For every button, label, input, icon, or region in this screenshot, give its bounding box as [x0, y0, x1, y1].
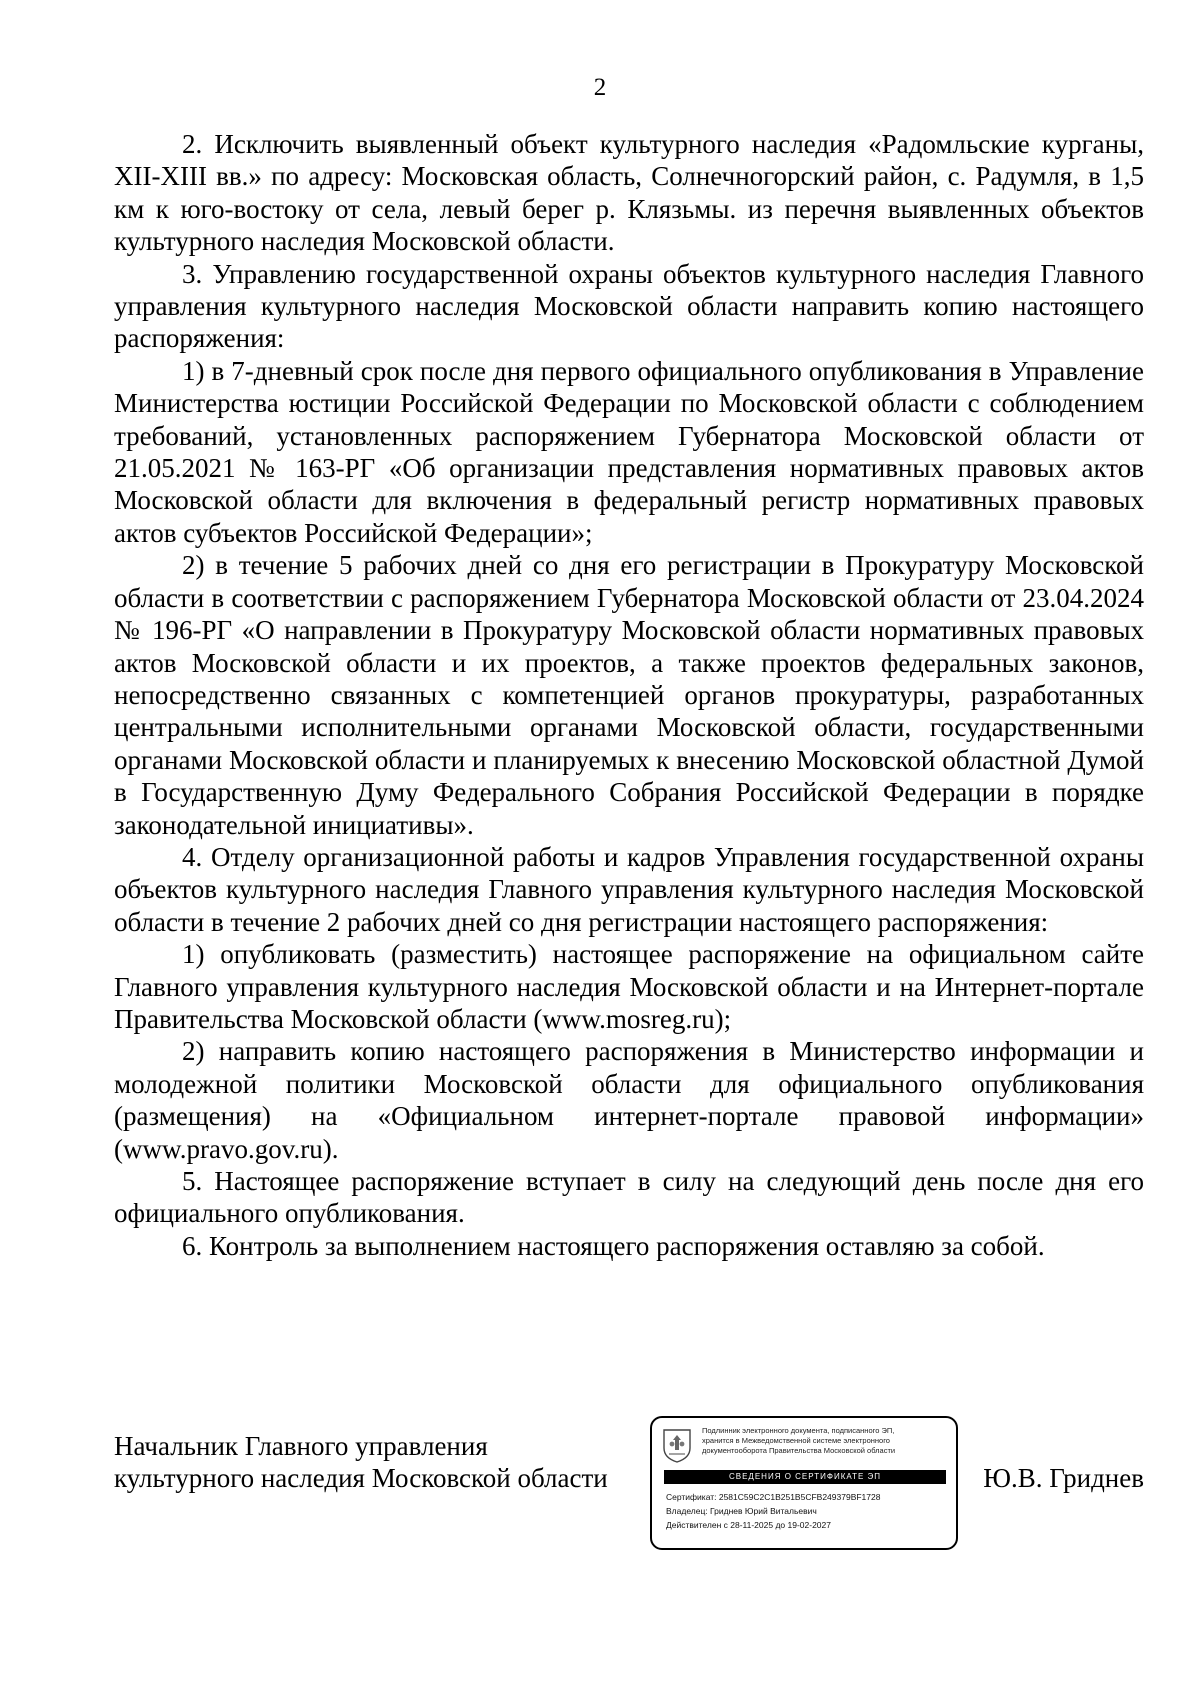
signatory-title-line-1: Начальник Главного управления	[114, 1431, 488, 1461]
paragraph-item-3: 3. Управлению государственной охраны объектов культурного наследия Главного управления культурного наследия Московской области направить копию настоящего распоряжения:	[114, 258, 1144, 354]
paragraph-item-3-2: 2) в течение 5 рабочих дней со дня его регистрации в Прокуратуру Московской области в соответствии с распоряжением Губернатора Московской области от 23.04.2024 № 196-РГ «О направлении в Прокуратуру Московской области нормативных правовых актов Московской области и их проектов, а также проектов федеральных законов, непосредственно связанных с компетенцией органов прокуратуры, разработанных центральными исполнительными органами Московской области, государственными органами Московской области и планируемых к внесению Московской областной Думой в Государственную Думу Федерального Собрания Российской Федерации в порядке законодательной инициативы».	[114, 550, 1144, 840]
paragraph-item-5: 5. Настоящее распоряжение вступает в силу на следующий день после дня его официального опубликования.	[114, 1166, 1144, 1229]
paragraph-item-3-1: 1) в 7-дневный срок после дня первого официального опубликования в Управление Министерства юстиции Российской Федерации по Московской области с соблюдением требований, установленных распоряжением Губернатора Московской области от 21.05.2021 № 163-РГ «Об организации представления нормативных правовых актов Московской области для включения в федеральный регистр нормативных правовых актов субъектов Российской Федерации»;	[114, 355, 1144, 548]
signature-block	[114, 1426, 1144, 1550]
paragraph-item-4: 4. Отделу организационной работы и кадров Управления государственной охраны объектов культурного наследия Главного управления культурного наследия Московской области в течение 2 рабочих дней со дня регистрации настоящего распоряжения:	[114, 841, 1144, 937]
page-number: 2	[593, 74, 607, 101]
stamp-note-line-3: документооборота Правительства Московской области	[702, 1446, 896, 1455]
stamp-note-line-2: хранится в Межведомственной системе электронного	[702, 1436, 890, 1445]
stamp-certificate-number: Сертификат: 2581C59C2C1B251B5CFB249379BF1728	[666, 1492, 881, 1502]
paragraph-item-4-1: 1) опубликовать (разместить) настоящее распоряжение на официальном сайте Главного управления культурного наследия Московской области и на Интернет-портале Правительства Московской области (www.mosreg.ru);	[114, 939, 1144, 1034]
paragraph-item-2: 2. Исключить выявленный объект культурного наследия «Радомльские курганы, XII-XIII вв.» по адресу: Московская область, Солнечногорский район, с. Радумля, в 1,5 км к юго-востоку от села, левый берег р. Клязьмы. из перечня выявленных объектов культурного наследия Московской области.	[114, 129, 1144, 257]
stamp-certificate-header: СВЕДЕНИЯ О СЕРТИФИКАТЕ ЭП	[664, 1470, 946, 1484]
document-body	[114, 128, 1144, 1262]
coat-of-arms-icon	[662, 1428, 692, 1464]
stamp-certificate-details	[666, 1490, 946, 1532]
stamp-certificate-validity: Действителен с 28-11-2025 до 19-02-2027	[666, 1520, 831, 1530]
paragraph-item-4-2: 2) направить копию настоящего распоряжения в Министерство информации и молодежной политики Московской области для официального опубликования (размещения) на «Официальном интернет-портале правовой информации» (www.pravo.gov.ru).	[114, 1036, 1144, 1164]
signatory-name: Ю.В. Гриднев	[983, 1463, 1144, 1493]
signatory-title	[114, 1430, 608, 1495]
paragraph-item-6: 6. Контроль за выполнением настоящего распоряжения оставляю за собой.	[182, 1230, 1045, 1261]
stamp-certificate-owner: Владелец: Гриднев Юрий Витальевич	[666, 1506, 817, 1516]
electronic-signature-stamp	[650, 1416, 958, 1550]
signatory-title-line-2: культурного наследия Московской области	[114, 1463, 608, 1494]
stamp-note	[702, 1426, 952, 1456]
stamp-note-line-1: Подлинник электронного документа, подписанного ЭП,	[702, 1426, 895, 1435]
